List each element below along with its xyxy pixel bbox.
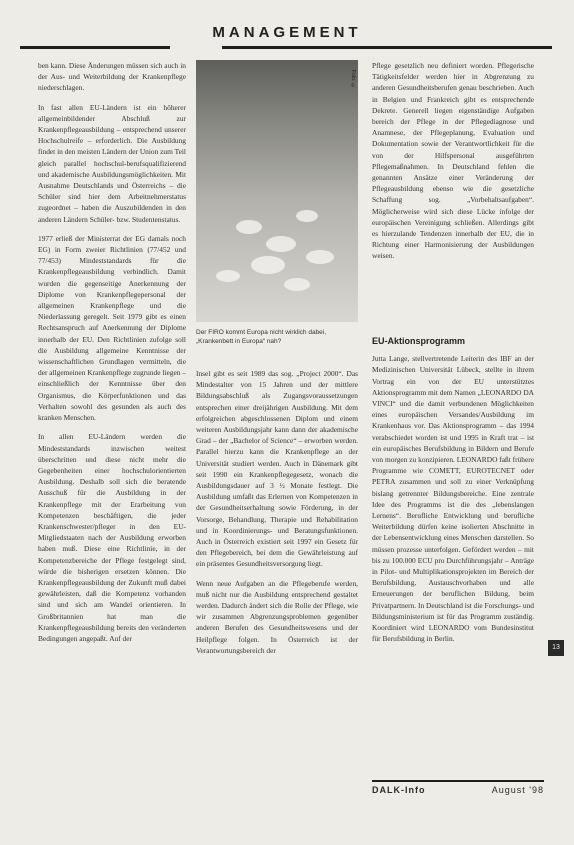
right-column-section [372, 336, 534, 652]
right-paragraph-1: Pflege gesetzlich neu definiert worden. Pflegerische Tätigkeitsfelder werden hier in Abgrenzung zu anderen Gesundheitsberufen genau beschrieben. Auch in Belgien und Frankreich gibt es entsprechende Dekrete. Generell liegen eigenständige Aufgaben bereich der Pflege in der Pflegediagnose und Anamnese, der Pflegeplanung, Evaluation und Dokumentation sowie der Verantwortlichkeit für die von der Hilfspersonal ausgeführten Pflegemaßnahmen. In Deutschland fehlen die genannten Ansätze einer Veränderung der Pflegeausbildung ebenso wie die gesetzliche Schaffung sog. „Vorbehaltsaufgaben“. Möglicherweise wird sich diese Lücke infolge der europäischen Vereinigung schließen. Allerdings gibt es hierzulande Tendenzen innerhalb der EU, die in Richtung einer Harmonisierung der Ausbildungen weisen. [372, 61, 534, 261]
middle-column [196, 368, 358, 664]
right-column [372, 60, 534, 270]
publication-name: DALK-Info [372, 785, 426, 795]
left-paragraph-1: ben kann. Diese Änderungen müssen sich auch in der Aus- und Weiterbildung der Krankenpflege niederschlagen. [38, 61, 186, 93]
left-paragraph-2: In fast allen EU-Ländern ist ein höherer allgemeinbildender Abschluß zur Krankenpflegeausbildung – entsprechend unserer Hochschulreife – erforderlich. Die Ausbildung findet in den meisten Ländern der Union zum Teil gleich parallel hochschul-berufsqualifizierend und akademische Ausbildungsmöglichkeiten. Mit Ausnahme Deutschlands und Österreichs – die Schüler sind hier dem Arbeitnehmerstatus zugeordnet – haben die Auszubildenden in den anderen Ländern Schüler- bzw. Studentenstatus. [38, 102, 186, 224]
left-paragraph-4: In allen EU-Ländern werden die Mindeststandards inzwischen weitest überschritten und diese nicht mehr die Gegebenheiten einer hochschulorientierten Ausbildung. Deshalb soll sich die beratende Ausschuß für die Ausbildung in der Krankenpflege mit der Erarbeitung von Kompetenzen beschäftigen, die jeder Krankenschwester/pfleger in den EU-Mitgliedstaaten nach der Ausbildung erworben haben muß. Diese eine Richtlinie, in der Kompetenzbereiche der Pflege festgelegt sind, würde die bisherigen ersetzen können. Die Krankenpflegeausbildung der Zukunft muß dabei gewährleisten, daß die Kompetenz vorhanden sind und sich am Wandel orientieren. In Großbritannien hat man die Krankenpflegeausbildung bereits den veränderten Bedingungen angepaßt. Auf der [38, 432, 186, 643]
footer [372, 780, 544, 797]
photo-detail [296, 210, 318, 222]
photo-detail [266, 236, 296, 252]
photo-detail [251, 256, 285, 274]
photo-detail [216, 270, 240, 282]
photo-caption: Der FIRO kommt Europa nicht wirklich dabei, „Krankenbett in Europa“ nah? [196, 329, 327, 345]
page-number: 13 [548, 640, 564, 656]
photo-detail [306, 250, 334, 264]
photo-detail [284, 278, 310, 291]
article-photo [196, 60, 358, 322]
photo-detail [236, 220, 262, 234]
header-rule [222, 46, 552, 49]
left-column [38, 60, 186, 652]
left-paragraph-3: 1977 erließ der Ministerrat der EG damals noch EG) in Form zweier Richtlinien (77/452 und 77/453) Mindeststandards für die Krankenpflegeausbildung verbindlich. Damit wurden die gegenseitige Anerkennung der Diplome von Krankenpflegepersonal der allgemeinen Krankenpflege und die Niederlassung geregelt. Seit 1979 gibt es einen Rechtsanspruch auf Anerkennung der Diplome innerhalb der EU. Den Richtlinien zufolge soll die Ausbildung allgemeine Kenntnisse der wissenschaftlichen Grundlagen vermitteln, die der allgemeinen Krankenpflege zugrunde liegen – einschließlich der Kenntnisse über den Organismus, die Körperfunktionen und das Verhalten sowohl des gesunden als auch des kranken Menschen. [38, 233, 186, 423]
section-heading: EU-Aktionsprogramm [372, 336, 466, 346]
middle-paragraph-1: Insel gibt es seit 1989 das sog. „Project 2000“. Das Mindestalter von 15 Jahren und der mittlere Bildungsabschluß als Zugangsvoraussetzungen entsprechen einer dreijährigen Ausbildung. Mit dem erfolgreichen abgeschlossenen Diplom und einem weiteren Ausbildungsjahr kann dann der akademische Grad – der „Bachelor of Science“ – erworben werden. Parallel hierzu kann die Krankenpflege an der Universität studiert werden. Auch in Dänemark gibt seit 1990 ein Krankenpflegegesetz, wonach die Ausbildungsdauer auf 3 ½ Monate festlegt. Die Ausbildung umfaßt das Erlernen von Kompetenzen in der Gesundheitserhaltung sowie Förderung, in der Vorsorge, Behandlung, Therapie und Rehabilitation und in Koordinierungs- und Beratungsfunktionen. Auch in Österreich existiert seit 1997 ein Gesetz für den Pflegebereich, bei dem die Gewährleistung auf ein präsentes Gesundheitsversorgung liegt. [196, 369, 358, 569]
photo-credit: Foto: © [350, 70, 356, 89]
right-section-paragraph-1: Jutta Lange, stellvertretende Leiterin des IBF an der Medizinischen Universität Lübeck, stellte in ihrem Vortrag ein von der EU unterstütztes Aktionsprogramm mit dem Namen „LEONARDO DA VINCI“ und die damit verbundenen Möglichkeiten eines europäischen Versandes/Ausbildung im Krankenhaus vor. Das Aktionsprogramm – das 1994 verabschiedet worden ist und 1995 in Kraft trat – ist ein europäisches Berufsbildung in Bildern und Berufe von morgen zu konzipieren. LEONARDO faßt frühere Programme wie COMETT, EUROTECNET oder PETRA zusammen und soll zu einer Verknüpfung bislang getrennter Bildungsbereiche. Eine zentrale Idee des Programms ist die des „lebenslangen Lernens“. Berufliche Entwicklung und berufliche Weiterbildung dürfen keine isolierten Abschnitte in der Lebensentwicklung eines Menschen darstellen. So müssen prozesse unterfolgen. Gefördert werden – mit bis zu 100.000 ECU pro Durchführungsjahr – Anträge in Pilot- und Multiplikationsprojekten im Bereich der Berufsbildung, Austauschvorhaben und alle Erneuerungen der beruflichen Bildung, beim Privatpartnern. In Deutschland ist die Forschungs- und Bildungsministerium ist für das Programm zuständig. Koordiniert wird LEONARDO vom Bundesinstitut für Berufsbildung in Berlin. [372, 354, 534, 644]
section-title: MANAGEMENT [212, 24, 362, 41]
issue-date: August '98 [491, 785, 544, 795]
header-rule [20, 46, 170, 49]
middle-paragraph-2: Wenn neue Aufgaben an die Pflegeberufe werden, muß nicht nur die Ausbildung entsprechend gestaltet werden. Dadurch ändert sich die Rolle der Pflege, wie wir zusammen Abgrenzungsproblemen gegenüber anderen Berufen des Gesundheitswesens und der Heilpflege folgen. In Österreich ist der Verantwortungsbereich der [196, 578, 358, 655]
